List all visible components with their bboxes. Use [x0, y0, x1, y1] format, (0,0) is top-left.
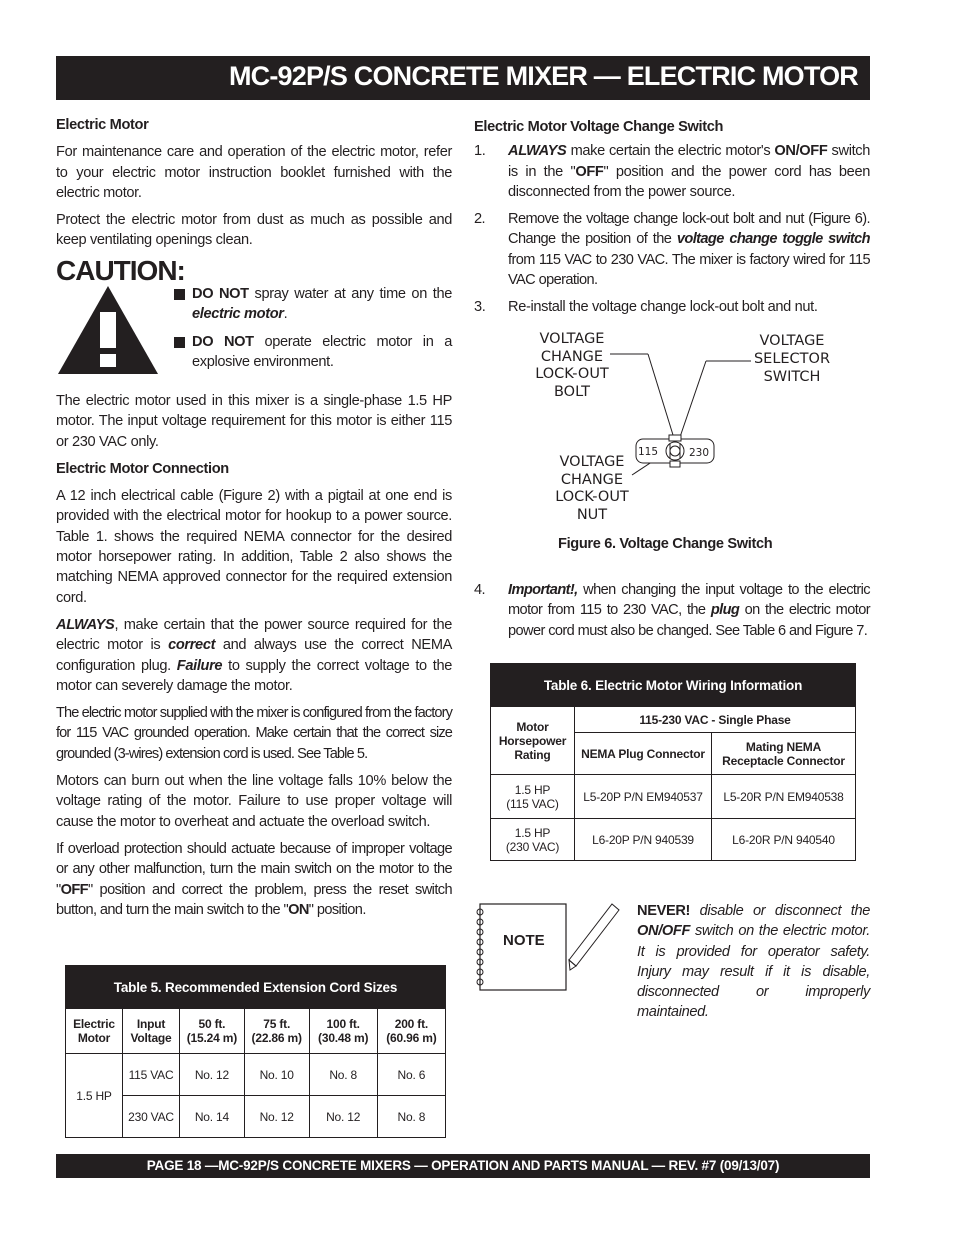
overload-t1: If overload protection should actuate because of improper voltage or any other malfunction, turn the main switch on the motor to the ": [56, 840, 452, 898]
note-notepad-icon: [472, 900, 622, 995]
caution-2-text: operate electric motor in a explosive environment.: [192, 333, 452, 370]
step2-em: voltage change toggle switch: [676, 231, 870, 248]
caution-item-2: [174, 332, 452, 373]
step4-t1: when changing the input voltage to the electric motor from 115 to 230 VAC, the: [508, 582, 870, 619]
overload-t3: " position.: [308, 901, 366, 918]
table-cell: L5-20P P/N EM940537: [575, 775, 712, 819]
note-onoff: ON/OFF: [637, 923, 691, 940]
table-cell: [491, 775, 575, 819]
nut-label-line: VOLTAGE: [559, 454, 625, 470]
table-row: [66, 1096, 446, 1138]
voltage-value: (230 VAC): [505, 839, 560, 854]
motor-paragraph-2: Protect the electric motor from dust as much as possible and keep ventilating openings clean.: [56, 212, 452, 249]
note-t2: switch on the electric motor. It is provided for operator safety. Injury may result if it is disable, disconnected or improperly maintained.: [637, 923, 870, 1021]
caution-2-bold: DO NOT: [192, 333, 254, 350]
step2-t1: Remove the voltage change lock-out bolt and nut (Figure 6). Change the position of the: [508, 211, 870, 248]
step-number: 2.: [474, 211, 485, 228]
table-cell: 115 VAC: [123, 1054, 180, 1096]
footer-text: PAGE 18 —MC-92P/S CONCRETE MIXERS — OPERATION AND PARTS MANUAL — REV. #7 (09/13/07): [146, 1158, 780, 1173]
always-t2: and always use the correct NEMA configuration plug.: [56, 637, 453, 674]
table-cell: 230 VAC: [123, 1096, 180, 1138]
table-cell: No. 12: [309, 1096, 377, 1138]
table-6-caption: Table 6. Electric Motor Wiring Information: [491, 664, 856, 707]
caution-1-bold: DO NOT: [192, 286, 249, 302]
off-word: OFF: [60, 881, 88, 898]
note-never: NEVER!: [637, 903, 691, 919]
table-cell: No. 12: [244, 1096, 309, 1138]
bolt-label-line: LOCK-OUT: [535, 366, 609, 382]
nut-label-line: CHANGE: [560, 472, 624, 488]
step1-t1: make certain the electric motor's: [566, 143, 775, 160]
connection-paragraph-3: The electric motor supplied with the mixer is configured from the factory for 115 VAC grounded operation. Make certain that the correct size grounded (3-wires) extension cord is used. See Table 5.: [56, 705, 452, 762]
table-cell: L5-20R P/N EM940538: [712, 775, 856, 819]
table-6: [490, 663, 856, 861]
right-column: [474, 117, 870, 325]
table-cell: No. 10: [244, 1054, 309, 1096]
table-5-header: 200 ft. (60.96 m): [377, 1009, 445, 1054]
steps-list-2: [474, 580, 870, 641]
hp-value: 1.5 HP: [514, 782, 551, 797]
table-cell: No. 6: [377, 1054, 445, 1096]
step-4-block: [474, 580, 870, 648]
note-t1: disable or disconnect the: [690, 903, 870, 919]
table-cell: L6-20R P/N 940540: [712, 819, 856, 861]
plug-header: NEMA Plug Connector: [575, 733, 712, 775]
caution-heading: CAUTION:: [56, 255, 185, 286]
step-number: 4.: [474, 582, 485, 598]
figure-6-caption: Figure 6. Voltage Change Switch: [558, 536, 773, 552]
bullet-square-icon: [174, 337, 185, 348]
step1-t3: " position and the power cord has been disconnected from the power source.: [508, 163, 870, 200]
caution-item-1: [174, 284, 452, 325]
connection-paragraph-4: Motors can burn out when the line voltage falls 10% below the voltage rating of the motor. Failure to use proper voltage will cause the motor to overheat and actuate the overload switch.: [56, 773, 452, 830]
step3-t1: Re-install the voltage change lock-out bolt and nut.: [508, 299, 818, 316]
connection-paragraph-1: A 12 inch electrical cable (Figure 2) with a pigtail at one end is provided with the electrical motor for hookup to a power source. Table 1. shows the required NEMA connector for the desired motor horsepower rating. In addition, Table 2 also shows the matching NEMA approved connector for the required extension cord.: [56, 488, 452, 606]
motor-paragraph-3: The electric motor used in this mixer is a single-phase 1.5 HP motor. The input voltage requirement for this motor is either 115 or 230 VAC only.: [56, 393, 452, 450]
on-word: ON: [288, 901, 309, 918]
caution-list: [174, 284, 452, 379]
warning-triangle-icon: [56, 284, 160, 376]
step1-t2: switch is in the ": [508, 143, 871, 180]
step4-t2: on the electric motor power cord must also be changed. See Table 6 and Figure 7.: [508, 602, 870, 639]
step2-t2: from 115 VAC to 230 VAC. The mixer is factory wired for 115 VAC operation.: [508, 251, 870, 289]
phase-header: 115-230 VAC - Single Phase: [575, 707, 856, 733]
table-cell: L6-20P P/N 940539: [575, 819, 712, 861]
step-number: 3.: [474, 299, 486, 316]
table-5-motor: 1.5 HP: [66, 1054, 123, 1138]
caution-1-em: electric motor: [192, 306, 284, 323]
caution-1-text: spray water at any time on the: [248, 286, 452, 302]
table-5-header: 75 ft. (22.86 m): [244, 1009, 309, 1054]
bolt-label-line: CHANGE: [540, 349, 604, 365]
bolt-label-line: BOLT: [553, 384, 591, 400]
step4-em: Important!,: [508, 582, 578, 598]
always-t3: to supply the correct voltage to the motor can severely damage the motor.: [56, 657, 452, 694]
step4-em2: plug: [710, 602, 740, 619]
table-row: [491, 819, 856, 861]
note-label: NOTE: [503, 932, 545, 949]
table-cell: No. 8: [309, 1054, 377, 1096]
list-item: [474, 209, 870, 290]
selector-label-line: VOLTAGE: [759, 333, 825, 349]
hp-value: 1.5 HP: [514, 825, 551, 840]
nut-label-line: NUT: [576, 507, 608, 523]
steps-list: [474, 141, 870, 317]
hp-header: Motor Horsepower Rating: [491, 707, 575, 775]
step1-em: ALWAYS: [508, 143, 567, 160]
overload-paragraph: [56, 839, 452, 920]
left-column-body: [56, 391, 452, 927]
step-number: 1.: [474, 143, 486, 160]
left-column-top: [56, 115, 452, 258]
selector-label-line: SWITCH: [763, 369, 821, 385]
table-5-header: 100 ft. (30.48 m): [309, 1009, 377, 1054]
figure-6-diagram: [520, 325, 860, 525]
table-5-header: 50 ft. (15.24 m): [180, 1009, 245, 1054]
always-t1: , make certain that the power source required for the electric motor is: [56, 616, 452, 654]
failure-em: Failure: [176, 657, 223, 674]
table-row: [491, 775, 856, 819]
list-item: [474, 297, 870, 317]
motor-paragraph-1: For maintenance care and operation of the electric motor, refer to your electric motor instruction booklet furnished with the electric motor.: [56, 144, 452, 201]
note-text: [637, 901, 870, 1023]
caution-1-end: .: [283, 306, 288, 323]
v230-label: 230: [688, 447, 710, 459]
table-cell: No. 12: [180, 1054, 245, 1096]
voltage-value: (115 VAC): [506, 796, 559, 811]
always-paragraph: [56, 615, 452, 696]
table-cell: No. 8: [377, 1096, 445, 1138]
list-item: [474, 580, 870, 641]
table-cell: No. 14: [180, 1096, 245, 1138]
bolt-label-line: VOLTAGE: [539, 331, 605, 347]
motor-heading: Electric Motor: [56, 117, 149, 133]
v115-label: 115: [637, 446, 659, 458]
connection-heading: Electric Motor Connection: [56, 460, 229, 477]
footer-bar: [56, 1154, 870, 1178]
table-5-header: Input Voltage: [123, 1009, 180, 1054]
receptacle-header: Mating NEMA Receptacle Connector: [712, 733, 856, 775]
table-5: [65, 965, 446, 1138]
bullet-square-icon: [174, 289, 185, 300]
page-title: MC-92P/S CONCRETE MIXER — ELECTRIC MOTOR: [228, 61, 858, 91]
title-bar: [56, 56, 870, 100]
table-5-caption: Table 5. Recommended Extension Cord Sizes: [66, 966, 446, 1009]
step1-off: OFF: [575, 163, 604, 180]
switch-heading: Electric Motor Voltage Change Switch: [474, 119, 724, 135]
table-5-header: Electric Motor: [66, 1009, 123, 1054]
always-em: ALWAYS: [56, 616, 115, 633]
correct-em: correct: [168, 637, 216, 654]
step1-bold: ON/OFF: [774, 143, 828, 160]
table-row: [66, 1054, 446, 1096]
nut-label-line: LOCK-OUT: [555, 489, 629, 505]
list-item: [474, 141, 870, 202]
overload-t2: " position and correct the problem, press the reset switch button, and turn the main switch to the ": [56, 881, 452, 918]
table-cell: [491, 819, 575, 861]
selector-label-line: SELECTOR: [753, 351, 831, 367]
